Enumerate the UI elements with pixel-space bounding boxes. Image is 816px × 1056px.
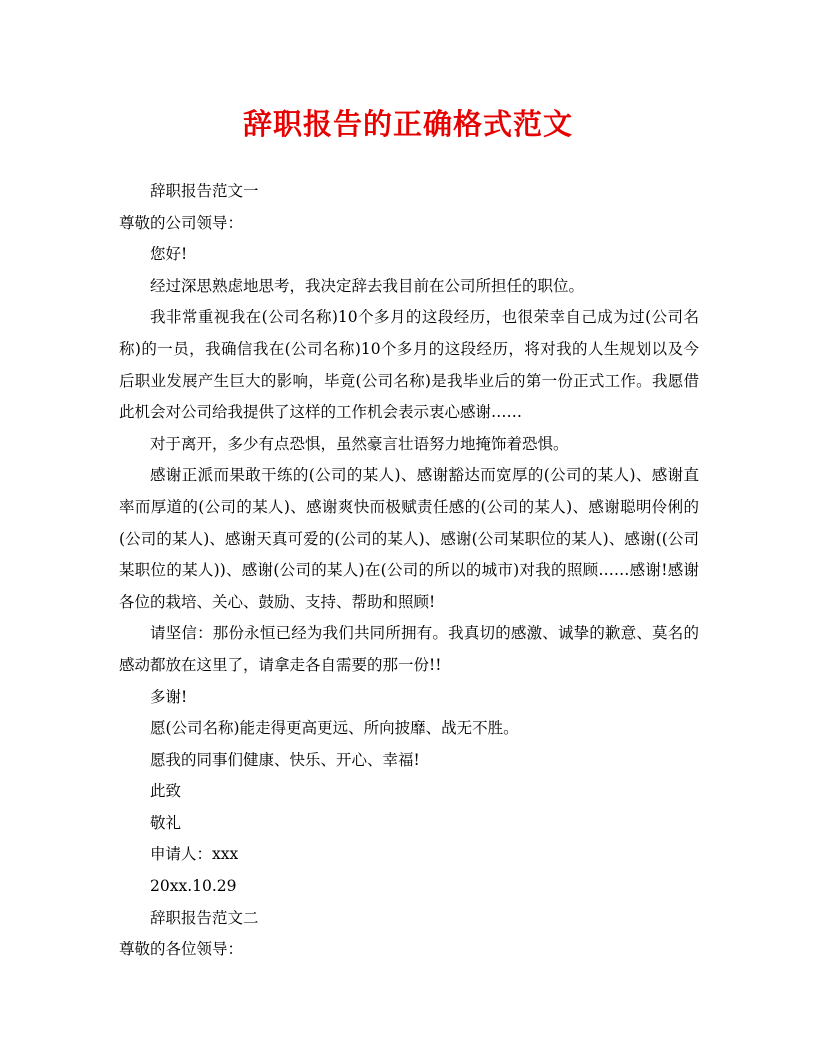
closing-line: 敬礼 [150, 813, 182, 832]
paragraph: 多谢! [150, 687, 188, 706]
paragraph: 感谢正派而果敢干练的(公司的某人)、感谢豁达而宽厚的(公司的某人)、感谢直率而厚道的(公司的某人)、感谢爽快而极赋责任感的(公司的某人)、感谢聪明伶俐的(公司的某人)、感谢天真可爱的(公司的某人)、感谢(公司某职位的某人)、感谢((公司某职位的某人))、感谢(公司的某人)在(公司的所以的城市)对我的照顾……感谢!感谢各位的栽培、关心、鼓励、支持、帮助和照顾! [119, 466, 699, 611]
paragraph: 请坚信：那份永恒已经为我们共同所拥有。我真切的感激、诚挚的歉意、莫名的感动都放在这里了，请拿走各自需要的那一份!! [119, 624, 699, 674]
greeting: 您好! [150, 245, 188, 264]
section-heading: 辞职报告范文一 [150, 182, 259, 200]
paragraph: 我非常重视我在(公司名称)10个多月的这段经历，也很荣幸自己成为过(公司名称)的一员，我确信我在(公司名称)10个多月的这段经历，将对我的人生规划以及今后职业发展产生巨大的影响，毕竟(公司名称)是我毕业后的第一份正式工作。我愿借此机会对公司给我提供了这样的工作机会表示衷心感谢…… [119, 308, 699, 422]
section-heading: 辞职报告范文二 [150, 908, 259, 927]
paragraph: 愿我的同事们健康、快乐、开心、幸福! [150, 750, 420, 769]
salutation: 尊敬的各位领导： [119, 940, 244, 959]
signature-name: 申请人：xxx [150, 845, 239, 864]
salutation: 尊敬的公司领导： [119, 213, 244, 232]
paragraph: 对于离开，多少有点恐惧，虽然豪言壮语努力地掩饰着恐惧。 [150, 434, 569, 453]
signature-date: 20xx.10.29 [150, 877, 237, 896]
paragraph: 愿(公司名称)能走得更高更远、所向披靡、战无不胜。 [150, 719, 519, 738]
document-body [119, 176, 699, 966]
paragraph: 经过深思熟虑地思考，我决定辞去我目前在公司所担任的职位。 [150, 276, 585, 295]
document-title: 辞职报告的正确格式范文 [242, 107, 573, 141]
closing-line: 此致 [150, 782, 182, 801]
